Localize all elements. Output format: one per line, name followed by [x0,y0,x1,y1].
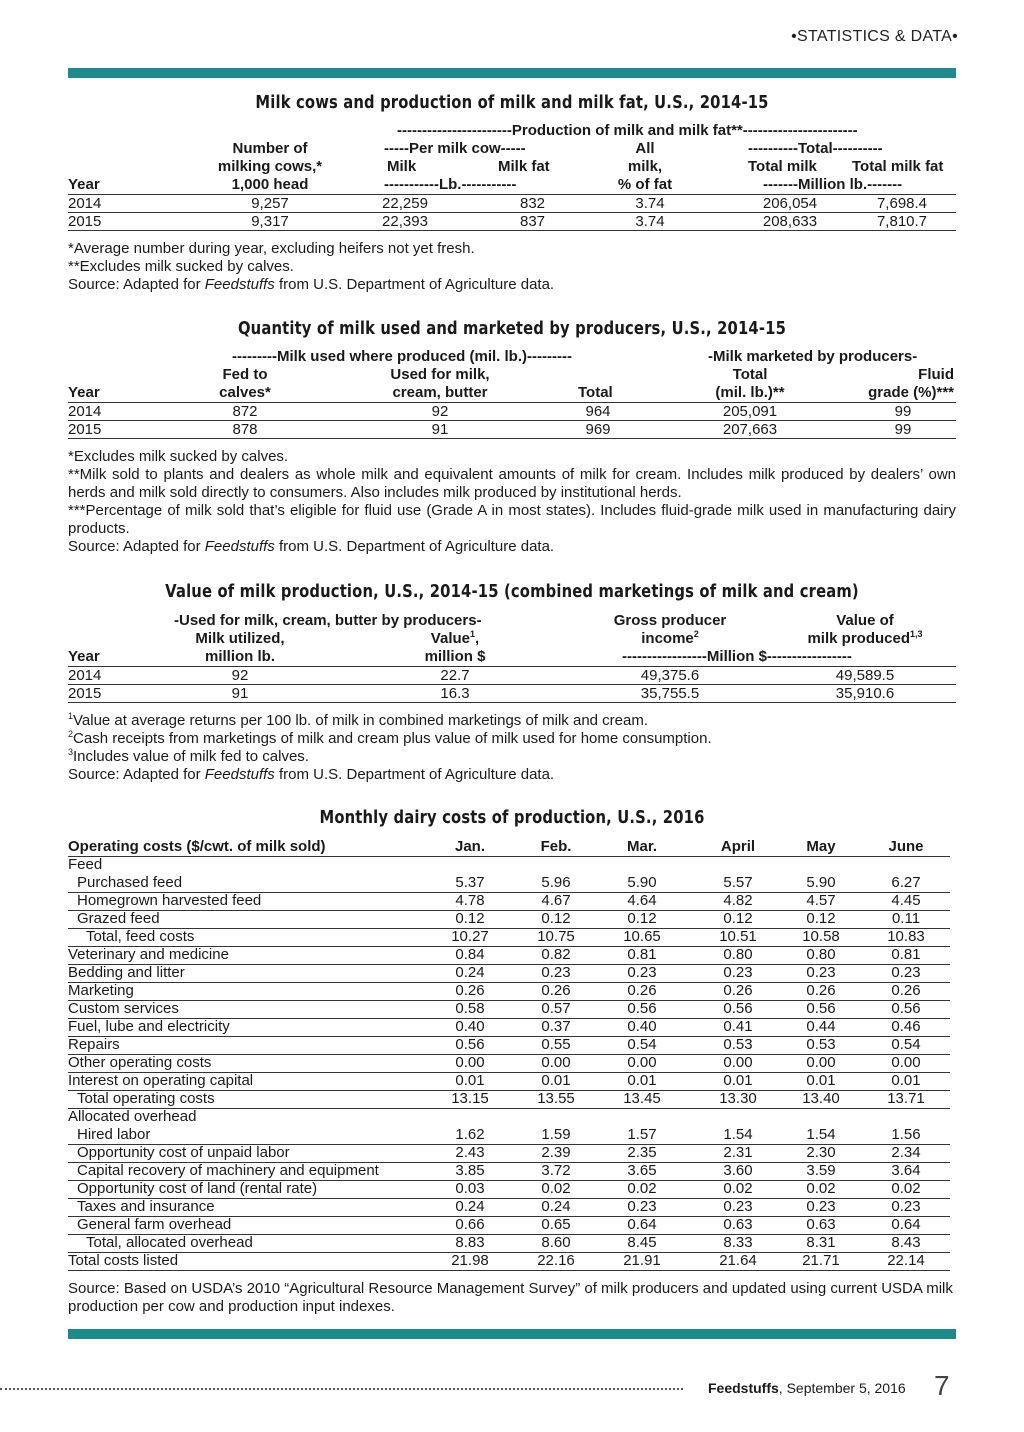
table4-row-label: Repairs [68,1036,120,1053]
table4-cell-feb: 0.65 [541,1216,571,1233]
table2-row1-fed: 872 [232,403,258,420]
table4-cell-apr: 0.12 [723,910,753,927]
table4-cell-apr: 2.31 [723,1144,753,1161]
table4-row [68,1108,950,1126]
table4-cell-jan: 0.12 [455,910,485,927]
table4-row [68,874,950,893]
table4-cell-mar: 0.12 [627,910,657,927]
table4-cell-jan: 21.98 [451,1252,489,1269]
table4-row [68,1198,950,1217]
table4-month-may: May [806,838,836,855]
table4-cell-jan: 13.15 [451,1090,489,1107]
table1-row1-year: 2014 [68,195,102,212]
table4-cell-mar: 5.90 [627,874,657,891]
table4-row [68,1126,950,1145]
table4-row-label: Opportunity cost of unpaid labor [77,1144,290,1161]
table2-source-publication: Feedstuffs [204,538,275,555]
table4-cell-mar: 0.23 [627,1198,657,1215]
table4-cell-mar: 0.01 [627,1072,657,1089]
table2-row2-mkt: 207,663 [722,421,778,438]
table4-cell-feb: 0.26 [541,982,571,999]
table3-row1-value: 22.7 [440,667,470,684]
table4-row-label: Homegrown harvested feed [77,892,262,909]
table2-notes [68,448,956,556]
table3-note3: $^3$Includes value of milk fed to calves. [68,747,309,765]
table4-row-label: Allocated overhead [68,1108,197,1125]
table4-cell-jan: 0.40 [455,1018,485,1035]
table4-cell-apr: 0.02 [723,1180,753,1197]
table4-cell-may: 0.23 [806,964,836,981]
table4-row-label: Other operating costs [68,1054,212,1071]
table4-row-label: Opportunity cost of land (rental rate) [77,1180,318,1197]
table4-row-label: General farm overhead [77,1216,232,1233]
table4-cell-feb: 0.00 [541,1054,571,1071]
table2-row2-year: 2015 [68,421,102,438]
table4-cell-apr: 5.57 [723,874,753,891]
table4-cell-jan: 0.03 [455,1180,485,1197]
table4-cell-apr: 0.80 [723,946,753,963]
table1-row2-rule [68,230,956,231]
table4-row-label: Custom services [68,1000,179,1017]
table4-cell-may: 0.12 [806,910,836,927]
table2-header-rule [68,402,956,403]
table1-col-all-1: All [635,140,655,157]
table1-row1-pct: 3.74 [635,195,665,212]
table4-cell-jan: 1.62 [455,1126,485,1143]
table1-row2-total-milk: 208,633 [762,213,818,230]
table4-cell-may: 0.00 [806,1054,836,1071]
table4-row [68,1234,950,1253]
table4-cell-jan: 0.58 [455,1000,485,1017]
table4-title: Monthly dairy costs of production, U.S., 2016 [319,807,705,828]
table4-row-label: Capital recovery of machinery and equipment [77,1162,379,1179]
table3-title: Value of milk production, U.S., 2014-15 (combined marketings of milk and cream) [165,581,859,602]
table4-cell-jan: 0.56 [455,1036,485,1053]
table4-row-label: Grazed feed [77,910,160,927]
table4-cell-apr: 0.23 [723,964,753,981]
table4-cell-may: 8.31 [806,1234,836,1251]
table4-cell-mar: 10.65 [623,928,661,945]
table1-row2-total-fat: 7,810.7 [876,213,928,230]
table2-col-fluid-1: Fluid [918,366,954,383]
table4-cell-may: 0.26 [806,982,836,999]
table4-cell-jan: 0.00 [455,1054,485,1071]
table1-row1-milk: 22,259 [382,195,428,212]
table2-col-fed-1: Fed to [222,366,268,383]
table4-row [68,1162,950,1181]
table1-lb-unit: -----------Lb.----------- [384,176,517,193]
table4-cell-feb: 0.01 [541,1072,571,1089]
table4-header-row [68,838,950,857]
table4-cell-feb: 13.55 [537,1090,575,1107]
table4-cell-mar: 0.00 [627,1054,657,1071]
table2-row1-total: 964 [585,403,611,420]
table2-row2-fed: 878 [232,421,258,438]
table3-col-year: Year [68,648,100,665]
table4-row-label: Taxes and insurance [77,1198,215,1215]
table4-cell-may: 0.44 [806,1018,836,1035]
table2-note3: ***Percentage of milk sold that’s eligible for fluid use (Grade A in most states). Includes fluid-grade milk used in manufacturing dairy products. [68,502,956,537]
table2-row2-total: 969 [585,421,611,438]
table4-cell-jun: 0.11 [891,910,921,927]
table4-cell-may: 0.01 [806,1072,836,1089]
table4-row [68,928,950,947]
table4-cell-may: 0.02 [806,1180,836,1197]
table1-row2-cows: 9,317 [251,213,289,230]
table1-super-header: -----------------------Production of milk and milk fat**----------------------- [397,122,858,139]
table3-row2-gross: 35,755.5 [640,685,700,702]
table4-cell-may: 10.58 [802,928,840,945]
table2-left-super: ---------Milk used where produced (mil. lb.)--------- [232,348,572,365]
table4-row [68,1072,950,1091]
table4-cell-jan: 4.78 [455,892,485,909]
table4-cell-jan: 8.83 [455,1234,485,1251]
table4-cell-jun: 6.27 [891,874,921,891]
table4-cell-apr: 1.54 [723,1126,753,1143]
table4-cell-jun: 0.46 [891,1018,921,1035]
table4-row [68,982,950,1001]
table4-cell-apr: 3.60 [723,1162,753,1179]
table2-col-year: Year [68,384,100,401]
table4-row [68,1180,950,1199]
table3-col-prod-2: milk produced$^{1,3}$ [807,629,923,647]
table2-right-super: -Milk marketed by producers- [708,348,918,365]
table3-notes [68,712,956,784]
table2-row1-fluid: 99 [894,403,912,420]
table2-col-mkt-total-1: Total [732,366,768,383]
table4-row-label: Bedding and litter [68,964,185,981]
table3-row2-value: 16.3 [440,685,470,702]
table4-cell-jun: 10.83 [887,928,925,945]
table4-cell-mar: 0.56 [627,1000,657,1017]
table1-col-cows-3: 1,000 head [231,176,309,193]
table4-row-label: Total costs listed [68,1252,179,1269]
table4-cell-jan: 0.26 [455,982,485,999]
table3-row2-year: 2015 [68,685,102,702]
table4-cell-mar: 21.91 [623,1252,661,1269]
table3-col-prod-1: Value of [836,612,894,629]
table4-cell-may: 0.63 [806,1216,836,1233]
table4-cell-feb: 0.02 [541,1180,571,1197]
table4-cell-mar: 3.65 [627,1162,657,1179]
table1-row1-total-milk: 206,054 [762,195,818,212]
table2-row1-used: 92 [431,403,449,420]
table4-cell-feb: 8.60 [541,1234,571,1251]
table4-month-jan: Jan. [454,838,485,855]
table1-col-total-milk: Total milk [748,158,817,175]
table1-col-cows-1: Number of [232,140,308,157]
table4-row [68,1252,950,1271]
table4-row-label: Purchased feed [77,874,183,891]
table4-row [68,856,950,874]
table2-row2-fluid: 99 [894,421,912,438]
table4-cell-jun: 0.81 [891,946,921,963]
table4-month-apr: April [720,838,756,855]
table4-cell-feb: 0.12 [541,910,571,927]
table4-cell-jun: 0.00 [891,1054,921,1071]
table4-cell-jun: 22.14 [887,1252,925,1269]
table4-cell-may: 0.53 [806,1036,836,1053]
table4-cell-feb: 0.55 [541,1036,571,1053]
table1-col-milkfat: Milk fat [498,158,550,175]
table4-cell-may: 21.71 [802,1252,840,1269]
table2-row1-mkt: 205,091 [722,403,778,420]
table4-cell-jun: 0.01 [891,1072,921,1089]
table1-row1-cows: 9,257 [251,195,289,212]
table4-cell-jan: 0.24 [455,1198,485,1215]
table3-source-publication: Feedstuffs [204,766,275,783]
table4-row [68,892,950,911]
table4-source: Source: Based on USDA’s 2010 “Agricultural Resource Management Survey” of milk producers and updated using current USDA milk production per cow and production input indexes. [68,1280,953,1315]
table4-cell-mar: 0.23 [627,964,657,981]
table3-col-util-1: Milk utilized, [195,630,285,647]
table2-col-fed-2: calves* [219,384,271,401]
table3-row1-gross: 49,375.6 [640,667,700,684]
table2-col-mkt-total-2: (mil. lb.)** [715,384,785,401]
table1-total-header: ----------Total---------- [748,140,883,157]
table3-note2: $^2$Cash receipts from marketings of milk and cream plus value of milk used for home consumption. [68,729,712,747]
footer-publication: Feedstuffs [708,1380,779,1396]
table1-col-milk: Milk [387,158,417,175]
table4-row-label: Interest on operating capital [68,1072,254,1089]
table4-cell-jun: 0.54 [891,1036,921,1053]
table4-cell-may: 13.40 [802,1090,840,1107]
table3-col-util-2: million lb. [205,648,275,665]
table4-col-label: Operating costs ($/cwt. of milk sold) [68,838,326,855]
table2-title: Quantity of milk used and marketed by producers, U.S., 2014-15 [237,318,787,339]
table4-cell-jan: 2.43 [455,1144,485,1161]
table4-month-jun: June [888,838,924,855]
table4-cell-may: 1.54 [806,1126,836,1143]
table4-cell-feb: 0.37 [541,1018,571,1035]
table4-cell-apr: 0.26 [723,982,753,999]
table4-cell-apr: 0.56 [723,1000,753,1017]
table4-month-mar: Mar. [626,838,657,855]
table4-cell-jan: 0.84 [455,946,485,963]
table4-cell-jan: 0.01 [455,1072,485,1089]
table1-row1-fat: 832 [519,195,546,212]
table1-notes [68,240,956,294]
table4-cell-jun: 2.34 [891,1144,921,1161]
table4-row [68,910,950,929]
table4-cell-apr: 0.23 [723,1198,753,1215]
table4-cell-mar: 0.40 [627,1018,657,1035]
table3-note1: $^1$Value at average returns per 100 lb. of milk in combined marketings of milk and cream. [68,711,649,729]
table3-million-unit: -----------------Million $----------------- [622,648,852,665]
page-number: 7 [934,1370,950,1401]
table4-cell-mar: 1.57 [627,1126,657,1143]
footer-credit [708,1380,906,1396]
table3-row2-rule [68,702,956,703]
table4-cell-apr: 0.53 [723,1036,753,1053]
table4-cell-mar: 0.02 [627,1180,657,1197]
table4-cell-apr: 13.30 [719,1090,757,1107]
table4-cell-feb: 5.96 [541,874,571,891]
table4-row [68,1090,950,1109]
table4-cell-feb: 0.23 [541,964,571,981]
table4-row [68,964,950,983]
table2-row2-rule [68,438,956,439]
table4-row-label: Total, allocated overhead [86,1234,253,1251]
table3-row1-year: 2014 [68,667,102,684]
table2-col-used-2: cream, butter [392,384,488,401]
table1-title: Milk cows and production of milk and milk fat, U.S., 2014-15 [255,92,769,113]
table4-row [68,1000,950,1019]
table4-cell-jun: 0.56 [891,1000,921,1017]
table1-per-cow-header: -----Per milk cow----- [384,140,526,157]
table2-row2-used: 91 [431,421,449,438]
table4-cell-mar: 2.35 [627,1144,657,1161]
table4-row [68,1054,950,1073]
section-label: •STATISTICS & DATA• [791,28,958,45]
table1-col-year: Year [68,176,100,193]
table4-cell-feb: 10.75 [537,928,575,945]
table4-cell-feb: 2.39 [541,1144,571,1161]
table4-row-label: Total, feed costs [86,928,195,945]
table4-row [68,1036,950,1055]
table4-row-label: Veterinary and medicine [68,946,229,963]
table4-row [68,946,950,965]
table1-source: Source: Adapted for Feedstuffs from U.S. Department of Agriculture data. [68,276,555,293]
table4-cell-mar: 13.45 [623,1090,661,1107]
table4-cell-feb: 0.57 [541,1000,571,1017]
table2-row1-rule [68,420,956,421]
table4-cell-feb: 0.82 [541,946,571,963]
table1-col-all-2: milk, [627,158,663,175]
table4-cell-apr: 0.41 [723,1018,753,1035]
table4-cell-mar: 8.45 [627,1234,657,1251]
table1-note2: **Excludes milk sucked by calves. [68,258,294,275]
table4-cell-apr: 0.63 [723,1216,753,1233]
table4-cell-jun: 0.23 [891,1198,921,1215]
table2-note1: *Excludes milk sucked by calves. [68,448,289,465]
table3-col-value-2: million $ [424,648,486,665]
table4-row [68,1144,950,1163]
table4-row-label: Marketing [68,982,134,999]
table1-col-all-3: % of fat [617,176,673,193]
table4-row [68,1018,950,1037]
table1-million-unit: -------Million lb.------- [763,176,903,193]
table4-row-label: Fuel, lube and electricity [68,1018,230,1035]
table4-cell-may: 0.56 [806,1000,836,1017]
table4-cell-may: 0.80 [806,946,836,963]
table4-cell-mar: 0.54 [627,1036,657,1053]
table3-col-gross-1: Gross producer [613,612,727,629]
table1-note1: *Average number during year, excluding heifers not yet fresh. [68,240,475,257]
footer-dotted-rule [0,1388,683,1390]
table1-col-cows-2: milking cows,* [217,158,323,175]
table3-left-super: -Used for milk, cream, butter by producers- [174,612,482,629]
table4-cell-jan: 0.24 [455,964,485,981]
table4-cell-apr: 8.33 [723,1234,753,1251]
table3-row2-prod: 35,910.6 [835,685,895,702]
table4-cell-jan: 0.66 [455,1216,485,1233]
bottom-divider-bar [68,1329,956,1339]
table4-row-label: Feed [68,856,103,873]
table1-col-total-fat: Total milk fat [852,158,944,175]
table4-cell-jun: 0.64 [891,1216,921,1233]
table4-cell-may: 3.59 [806,1162,836,1179]
table4-cell-apr: 21.64 [719,1252,757,1269]
table1-source-publication: Feedstuffs [204,276,275,293]
table4-cell-jun: 8.43 [891,1234,921,1251]
table2-col-fluid-2: grade (%)*** [868,384,954,401]
table4-cell-may: 5.90 [806,874,836,891]
table4-cell-mar: 0.81 [627,946,657,963]
table4-row-label: Hired labor [77,1126,151,1143]
table4-cell-apr: 0.01 [723,1072,753,1089]
table2-col-used-1: Used for milk, [390,366,490,383]
table1-row1-total-fat: 7,698.4 [876,195,928,212]
table3-col-value-1: Value$^1$, [430,629,480,647]
table2-source: Source: Adapted for Feedstuffs from U.S. Department of Agriculture data. [68,538,555,555]
table4-cell-apr: 4.82 [723,892,753,909]
table4-cell-feb: 0.24 [541,1198,571,1215]
table4-cell-mar: 4.64 [627,892,657,909]
table4-cell-jun: 1.56 [891,1126,921,1143]
table4-cell-jun: 3.64 [891,1162,921,1179]
table1-row2-year: 2015 [68,213,102,230]
table4-cell-mar: 0.64 [627,1216,657,1233]
table2-row1-year: 2014 [68,403,102,420]
table1-row2-pct: 3.74 [635,213,665,230]
table4-cell-feb: 3.72 [541,1162,571,1179]
table4-cell-jan: 3.85 [455,1162,485,1179]
table4-cell-apr: 10.51 [719,928,757,945]
table4-cell-may: 0.23 [806,1198,836,1215]
table4-month-feb: Feb. [540,838,572,855]
table2-note2: **Milk sold to plants and dealers as whole milk and equivalent amounts of milk for cream. Includes milk produced by dealers’ own herds and milk sold directly to consumers. Also includes milk produced by institutional herds. [68,466,956,501]
table4-cell-apr: 0.00 [723,1054,753,1071]
table4-cell-feb: 22.16 [537,1252,575,1269]
table3-source: Source: Adapted for Feedstuffs from U.S. Department of Agriculture data. [68,766,555,783]
table4-cell-feb: 4.67 [541,892,571,909]
table4-cell-jun: 4.45 [891,892,921,909]
table4-row [68,1216,950,1235]
table1-row2-milk: 22,393 [382,213,428,230]
table2-col-total: Total [578,384,613,401]
table4-cell-feb: 1.59 [541,1126,571,1143]
table4-cell-jun: 0.02 [891,1180,921,1197]
table4-cell-may: 2.30 [806,1144,836,1161]
table4-cell-jun: 13.71 [887,1090,925,1107]
table1-row2-fat: 837 [519,213,546,230]
table3-row1-util: 92 [231,667,249,684]
table4-cell-may: 4.57 [806,892,836,909]
table3-row1-prod: 49,589.5 [835,667,895,684]
top-divider-bar [68,68,956,78]
footer-date: , September 5, 2016 [778,1380,906,1396]
table4-cell-jan: 10.27 [451,928,489,945]
table4-cell-jan: 5.37 [455,874,485,891]
table4-cell-jun: 0.26 [891,982,921,999]
table4-row-label: Total operating costs [77,1090,215,1107]
table3-row2-util: 91 [231,685,249,702]
table4-cell-mar: 0.26 [627,982,657,999]
table4-cell-jun: 0.23 [891,964,921,981]
table3-col-gross-2: income$^2$ [641,629,699,647]
